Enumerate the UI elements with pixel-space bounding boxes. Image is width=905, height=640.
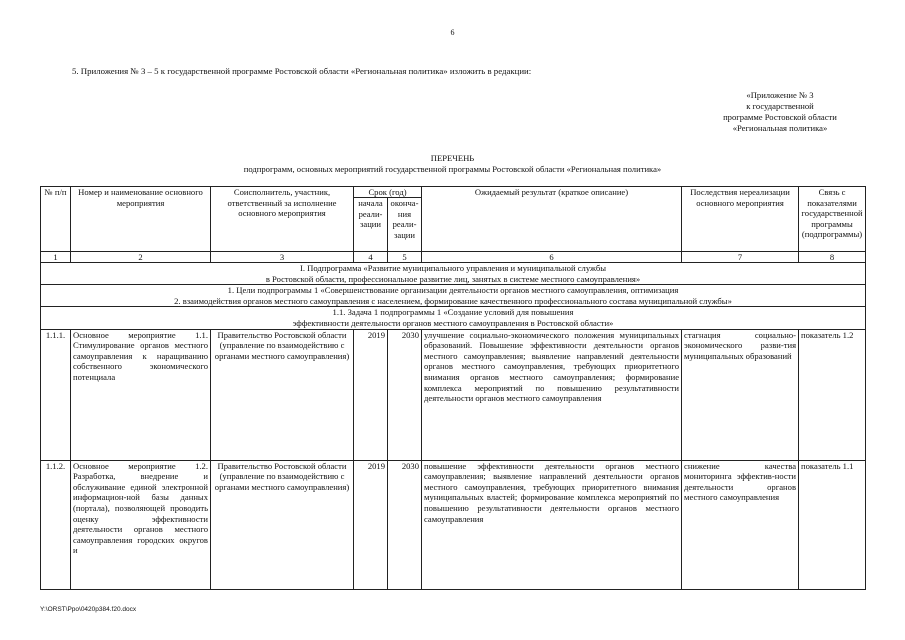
row-num: 1.1.2.	[41, 460, 71, 589]
column-number: 6	[422, 252, 682, 263]
row-link: показатель 1.1	[799, 460, 866, 589]
subprogram-line: I. Подпрограмма «Развитие муниципального управления и муниципальной службы	[300, 263, 606, 273]
column-number: 3	[211, 252, 354, 263]
document-title	[0, 153, 905, 175]
title-subheading: подпрограмм, основных мероприятий государственной программы Ростовской области «Региональная политика»	[243, 164, 662, 174]
program-table	[40, 186, 866, 590]
column-number: 1	[41, 252, 71, 263]
header-term: Срок (год)	[354, 187, 422, 198]
row-result: улучшение социально-экономического положения муниципальных образований. Повышение эффективности деятельности органов местного самоуправления; выявление направлений деятельности органов местного самоуправления, требующих приоритетного внимания органов местного самоуправления; формирование комплекса мероприятий по повышению результативности деятельности органов местного самоуправления	[422, 329, 682, 460]
row-consequences: снижение качества мониторинга эффектив-ности деятельности органов местного самоуправления	[682, 460, 799, 589]
task-line: 1.1. Задача 1 подпрограммы 1 «Создание условий для повышения	[332, 307, 574, 318]
header-link: Связь с показателями государственной программы (подпрограммы)	[799, 187, 866, 252]
column-number: 8	[799, 252, 866, 263]
column-number-row	[41, 252, 866, 263]
table-row	[41, 460, 866, 589]
row-start: 2019	[354, 460, 388, 589]
row-executor: Правительство Ростовской области (управление по взаимодействию с органами местного самоуправления)	[211, 460, 354, 589]
appendix-line: «Региональная политика»	[732, 123, 828, 133]
table-row	[41, 329, 866, 460]
task-title	[41, 307, 866, 329]
column-number: 7	[682, 252, 799, 263]
row-num: 1.1.1.	[41, 329, 71, 460]
row-executor: Правительство Ростовской области (управление по взаимодействию с органами местного самоуправления)	[211, 329, 354, 460]
appendix-header	[700, 90, 860, 134]
row-result: повышение эффективности деятельности органов местного самоуправления; выявление направлений деятельности органов местного самоуправления, требующих приоритетного внимания муниципальных властей; формирование комплекса мероприятий по повышению результативности деятельности органов местного самоуправления	[422, 460, 682, 589]
goals-row	[41, 285, 866, 307]
task-row	[41, 307, 866, 329]
goals-line: 2. взаимодействия органов местного самоуправления с населением, формирование качественного профессионального состава муниципальной службы»	[174, 295, 732, 306]
header-consequences: Последствия нереализации основного мероприятия	[682, 187, 799, 252]
column-number: 5	[388, 252, 422, 263]
row-end: 2030	[388, 329, 422, 460]
goals-line: 1. Цели подпрограммы 1 «Совершенствование организации деятельности органов местного самоуправления, оптимизация	[227, 285, 679, 296]
header-executor: Соисполнитель, участник, ответственный за исполнение основного мероприятия	[211, 187, 354, 252]
row-link: показатель 1.2	[799, 329, 866, 460]
subprogram-line: в Ростовской области, профессиональное развитие лиц, занятых в системе местного самоуправления»	[265, 273, 641, 284]
row-name: Основное мероприятие 1.1. Стимулирование органов местного самоуправления к наращиванию собственного экономического потенциала	[71, 329, 211, 460]
row-start: 2019	[354, 329, 388, 460]
header-end: оконча- ния реали- зации	[388, 198, 422, 252]
header-name: Номер и наименование основного мероприятия	[71, 187, 211, 252]
row-consequences: стагнация социально-экономического разви-тия муниципальных образований	[682, 329, 799, 460]
page-number: 6	[450, 28, 455, 37]
header-result: Ожидаемый результат (краткое описание)	[422, 187, 682, 252]
appendix-line: программе Ростовской области	[723, 112, 837, 122]
task-line: эффективности деятельности органов местного самоуправления в Ростовской области»	[292, 317, 614, 328]
row-name: Основное мероприятие 1.2. Разработка, внедрение и обслуживание единой электронной информацион-ной базы данных (портала), позволяющей проводить оценку эффективности деятельности органов местного самоуправления городских округов и	[71, 460, 211, 589]
row-end: 2030	[388, 460, 422, 589]
column-number: 4	[354, 252, 388, 263]
subprogram-row	[41, 263, 866, 285]
title-heading: ПЕРЕЧЕНЬ	[430, 153, 475, 163]
subprogram-title	[41, 263, 866, 285]
table-header-row	[41, 187, 866, 198]
appendix-line: «Приложение № 3	[746, 90, 814, 100]
column-number: 2	[71, 252, 211, 263]
header-num: № п/п	[41, 187, 71, 252]
goals-title	[41, 285, 866, 307]
header-start: начала реали- зации	[354, 198, 388, 252]
intro-paragraph: 5. Приложения № 3 – 5 к государственной программе Ростовской области «Региональная политика» изложить в редакции:	[72, 66, 532, 76]
appendix-line: к государственной	[746, 101, 814, 111]
file-path-footer: Y:\ORST\Ppo\0420p384.f20.docx	[40, 606, 137, 613]
